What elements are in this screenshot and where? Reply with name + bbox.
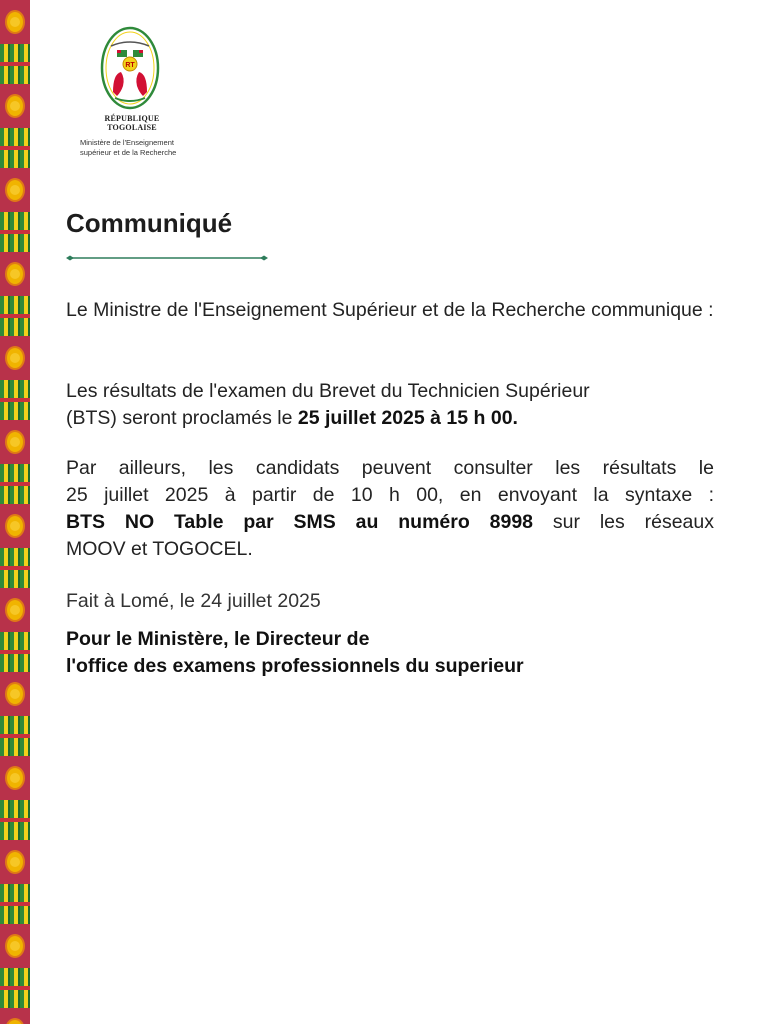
border-medallion [0,252,30,296]
sms-line-3 [66,509,714,536]
border-medallion [0,840,30,884]
results-line-1: Les résultats de l'examen du Brevet du Technicien Supérieur [66,380,590,402]
medallion-disc [5,934,25,958]
medallion-disc [5,10,25,34]
proclamation-date: 25 juillet 2025 à 15 h 00. [297,407,518,429]
republic-name: RÉPUBLIQUE TOGOLAISE [104,114,160,132]
signature-line-1: Pour le Ministère, le Directeur de [66,628,370,650]
medallion-disc [5,766,25,790]
medallion-disc [5,178,25,202]
medallion-disc [5,430,25,454]
medallion-disc [5,94,25,118]
announcement-paragraph: Le Ministre de l'Enseignement Supérieur et de la Recherche communique : [66,299,714,321]
border-stripes [0,968,30,1008]
medallion-disc [5,346,25,370]
border-medallion [0,168,30,212]
border-stripes [0,548,30,588]
border-medallion [0,504,30,548]
border-medallion [0,0,30,44]
title-underline [66,255,268,261]
signature-line-2: l'office des examens professionnels du superieur [66,655,524,677]
medallion-disc [5,598,25,622]
page-title: Communiqué [66,208,233,238]
border-medallion [0,1008,30,1024]
sms-paragraph [66,455,714,563]
border-stripes [0,884,30,924]
border-stripes [0,464,30,504]
medallion-disc [5,682,25,706]
place-date: Fait à Lomé, le 24 juillet 2025 [66,590,321,612]
results-paragraph [66,378,714,432]
sms-line-3-rest: sur les réseaux [533,511,714,533]
ministry-name [80,138,200,158]
results-line-2: (BTS) seront proclamés le [66,407,298,429]
border-medallion [0,420,30,464]
medallion-disc [5,1018,25,1024]
sms-line-2: 25 juillet 2025 à partir de 10 h 00, en envoyant la syntaxe : [66,484,714,506]
border-medallion [0,588,30,632]
togo-emblem-icon [99,26,161,110]
border-medallion [0,756,30,800]
signature-block [66,626,706,680]
medallion-disc [5,262,25,286]
border-stripes [0,800,30,840]
border-stripes [0,128,30,168]
emblem-initials: RT [125,62,135,69]
medallion-disc [5,850,25,874]
ministry-line-1: Ministère de l'Enseignement [80,138,174,147]
border-stripes [0,212,30,252]
sms-line-4: MOOV et TOGOCEL. [66,538,253,560]
sms-line-1: Par ailleurs, les candidats peuvent consulter les résultats le [66,457,714,479]
border-medallion [0,336,30,380]
medallion-disc [5,514,25,538]
border-stripes [0,716,30,756]
border-medallion [0,84,30,128]
sms-syntax: BTS NO Table par SMS au numéro 8998 [66,511,534,533]
border-medallion [0,672,30,716]
ministry-line-2: supérieur et de la Recherche [80,148,177,157]
border-stripes [0,44,30,84]
border-stripes [0,632,30,672]
border-stripes [0,380,30,420]
border-stripes [0,296,30,336]
decorative-border [0,0,30,1024]
border-medallion [0,924,30,968]
